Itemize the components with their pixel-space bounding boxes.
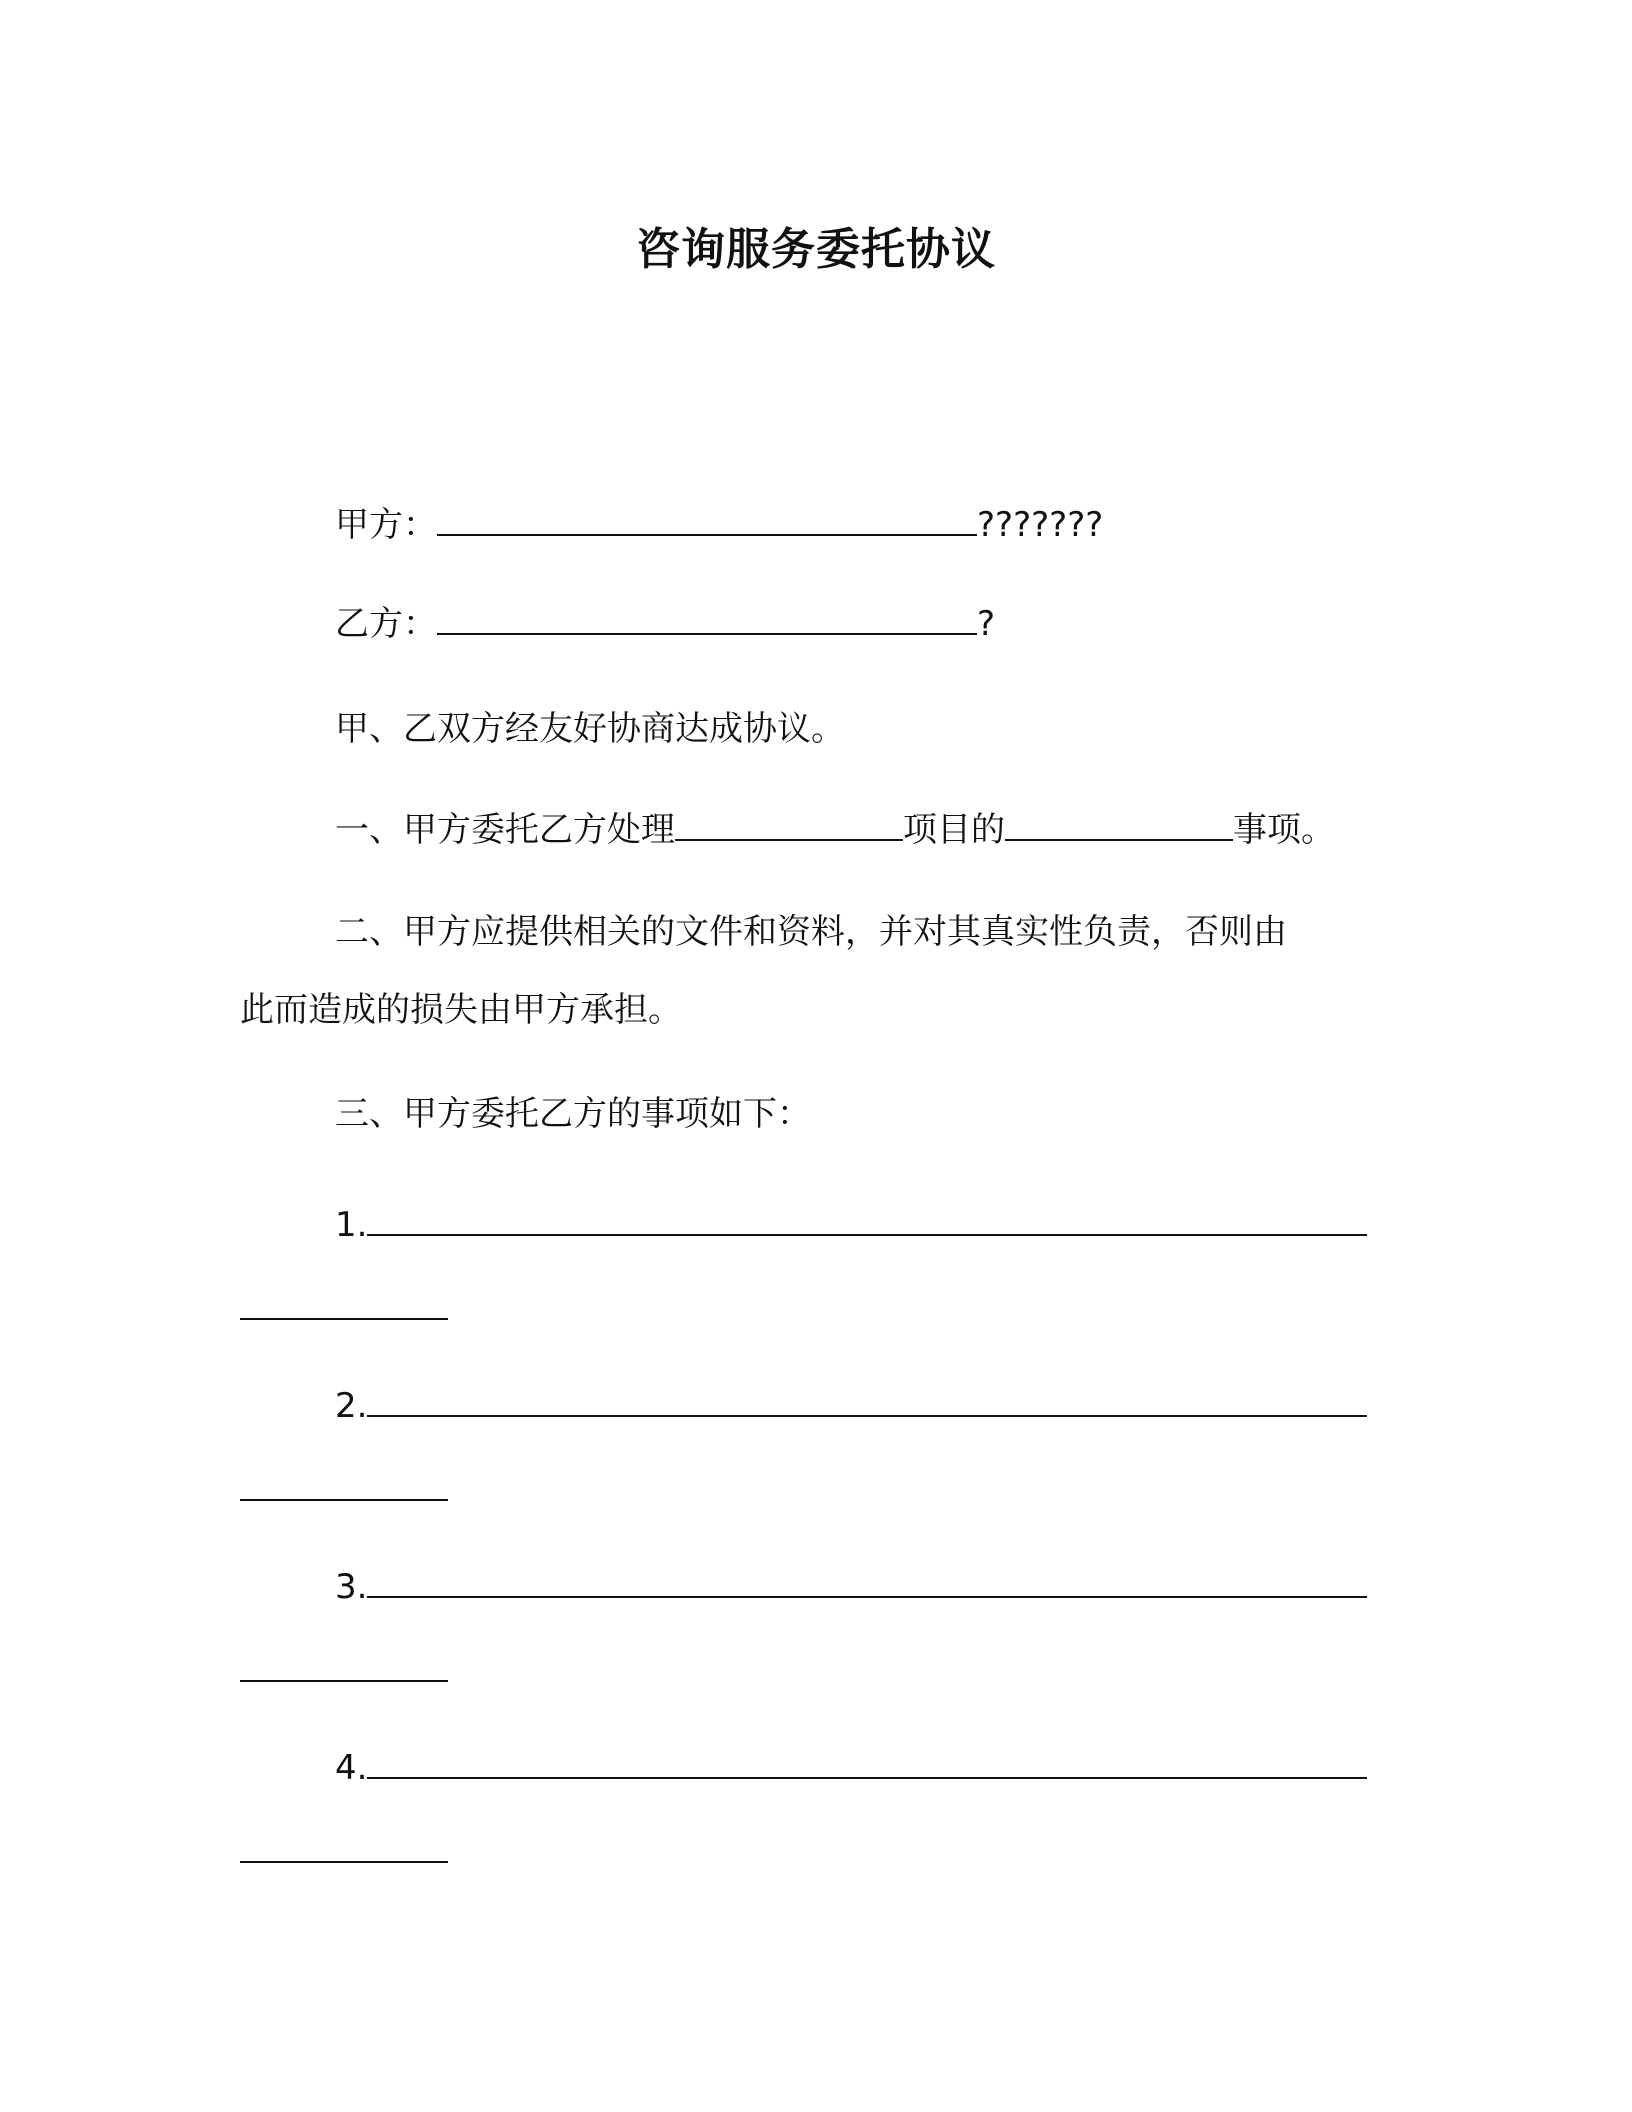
item-2-blank[interactable] (367, 1385, 1367, 1417)
item-3-continuation-blank[interactable] (240, 1680, 448, 1682)
clause-two-line1: 二、甲方应提供相关的文件和资料，并对其真实性负责，否则由 (335, 912, 1287, 952)
intro-paragraph: 甲、乙双方经友好协商达成协议。 (335, 709, 845, 749)
clause-three: 三、甲方委托乙方的事项如下： (335, 1094, 811, 1134)
item-3 (335, 1565, 1367, 1609)
item-4 (335, 1746, 1367, 1790)
item-1-continuation-blank[interactable] (240, 1318, 448, 1320)
item-4-continuation-blank[interactable] (240, 1861, 448, 1863)
item-1-blank[interactable] (367, 1204, 1367, 1236)
party-a-line (335, 503, 1103, 547)
item-number: 1. (335, 1205, 368, 1245)
party-b-suffix: ? (977, 604, 996, 644)
item-number: 2. (335, 1386, 368, 1426)
item-3-blank[interactable] (367, 1566, 1367, 1598)
party-b-line (335, 602, 995, 646)
clause-one-part3: 事项。 (1233, 810, 1335, 850)
item-number: 4. (335, 1748, 368, 1788)
clause-one-blank-matter[interactable] (1005, 809, 1233, 841)
party-b-blank[interactable] (437, 603, 977, 635)
clause-one (335, 808, 1335, 852)
party-b-label: 乙方： (335, 604, 437, 644)
item-2-continuation-blank[interactable] (240, 1499, 448, 1501)
party-a-label: 甲方： (335, 505, 437, 545)
document-title: 咨询服务委托协议 (636, 224, 996, 275)
item-4-blank[interactable] (367, 1747, 1367, 1779)
clause-two-line2: 此而造成的损失由甲方承担。 (240, 990, 682, 1030)
item-2 (335, 1384, 1367, 1428)
item-number: 3. (335, 1567, 368, 1607)
item-1 (335, 1203, 1367, 1247)
party-a-blank[interactable] (437, 504, 977, 536)
party-a-suffix: ??????? (977, 505, 1104, 545)
clause-one-part2: 项目的 (903, 810, 1005, 850)
clause-one-blank-project[interactable] (675, 809, 903, 841)
clause-one-part1: 一、甲方委托乙方处理 (335, 810, 675, 850)
